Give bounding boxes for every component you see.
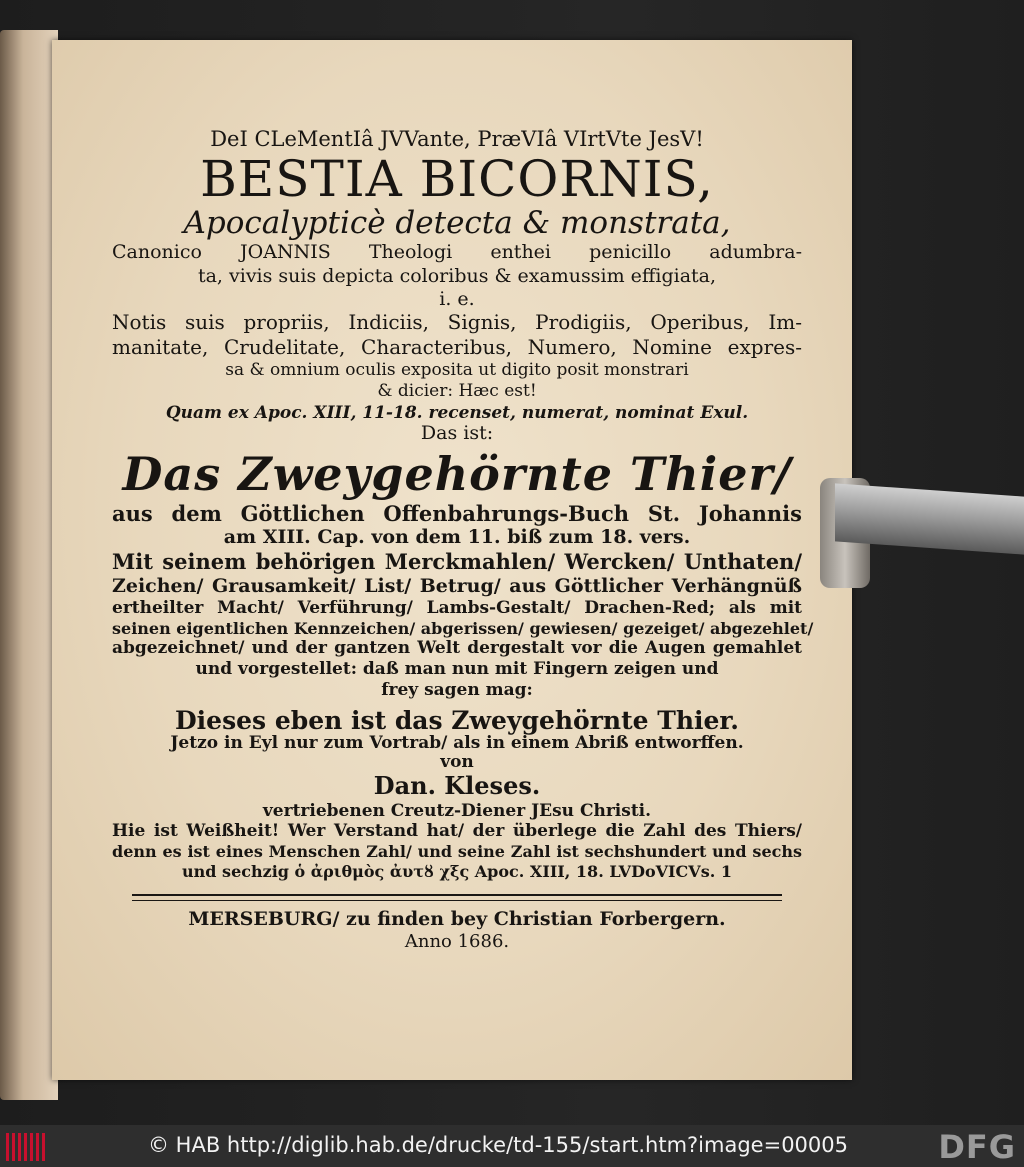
book-board-edge <box>0 30 58 1100</box>
latin-line: Canonico JOANNIS Theologi enthei penicillo adumbra- <box>112 241 802 264</box>
latin-title: BESTIA BICORNIS, <box>200 150 714 209</box>
german-title: Das Zweygehörnte Thier/ <box>122 446 792 501</box>
apoc-reference-line: Quam ex Apoc. XIII, 11-18. recenset, numerat, nominat Exul. <box>165 403 749 424</box>
viewer-footer <box>0 1125 1024 1167</box>
hab-logo-icon <box>6 1133 46 1161</box>
title-page-text <box>112 127 814 952</box>
german-body-line: und vorgestellet: daß man nun mit Fingern zeigen und <box>195 659 719 680</box>
dieses-line: Dieses eben ist das Zweygehörnte Thier. <box>174 705 739 735</box>
copyright-link[interactable]: © HAB http://diglib.hab.de/drucke/td-155/start.htm?image=00005 <box>148 1133 848 1157</box>
author-role: vertriebenen Creutz-Diener JEsu Christi. <box>262 800 652 821</box>
latin-subtitle: Apocalypticè detecta & monstrata, <box>183 204 731 241</box>
dfg-logo: DFG <box>938 1128 1016 1166</box>
jetzo-line: Jetzo in Eyl nur zum Vortrab/ als in einem Abriß entworffen. <box>170 733 744 754</box>
das-ist-line: Das ist: <box>420 421 494 444</box>
imprint-line: MERSEBURG/ zu finden bey Christian Forbergern. <box>188 907 726 930</box>
german-body-line: abgezeichnet/ und der gantzen Welt dergestalt vor die Augen gemahlet <box>112 638 802 659</box>
german-body-line: Zeichen/ Grausamkeit/ List/ Betrug/ aus Göttlicher Verhängnüß <box>112 574 802 597</box>
wisdom-line: denn es ist eines Menschen Zahl/ und seine Zahl ist sechshundert und sechs <box>112 841 802 861</box>
german-subtitle-line: aus dem Göttlichen Offenbahrungs-Buch St. Johannis <box>112 500 802 526</box>
latin-line: & dicier: Hæc est! <box>377 380 537 401</box>
latin-line: manitate, Crudelitate, Characteribus, Numero, Nomine expres- <box>112 334 802 359</box>
author-name: Dan. Kleses. <box>373 771 541 801</box>
german-body-line: frey sagen mag: <box>381 679 533 700</box>
german-body-line: ertheilter Macht/ Verführung/ Lambs-Gestalt/ Drachen-Red; als mit <box>112 598 802 619</box>
latin-ie: i. e. <box>439 287 475 310</box>
german-subtitle-line: am XIII. Cap. von dem 11. biß zum 18. vers. <box>223 526 691 549</box>
von-line: von <box>440 751 474 772</box>
wisdom-line: Hie ist Weißheit! Wer Verstand hat/ der überlege die Zahl des Thiers/ <box>112 820 802 841</box>
german-body-line: seinen eigentlichen Kennzeichen/ abgerissen/ gewiesen/ gezeiget/ abgezehlet/ <box>112 618 814 638</box>
imprint-rule <box>132 894 782 901</box>
latin-line: sa & omnium oculis exposita ut digito posit monstrari <box>225 359 689 380</box>
german-body-line: Mit seinem behörigen Merckmahlen/ Wercken/ Unthaten/ <box>112 549 802 575</box>
chronogram-line: DeI CLeMentIâ JVVante, PræVIâ VIrtVte JesV! <box>210 127 704 151</box>
wisdom-line: und sechzig ὁ ἀριθμὸς ἀυτȣ χξς Apoc. XIII, 18. LVDoVICVs. 1 <box>182 861 732 881</box>
latin-line: ta, vivis suis depicta coloribus & examussim effigiata, <box>197 264 717 287</box>
publication-year: Anno 1686. <box>404 930 510 952</box>
latin-line: Notis suis propriis, Indiciis, Signis, Prodigiis, Operibus, Im- <box>112 309 802 334</box>
